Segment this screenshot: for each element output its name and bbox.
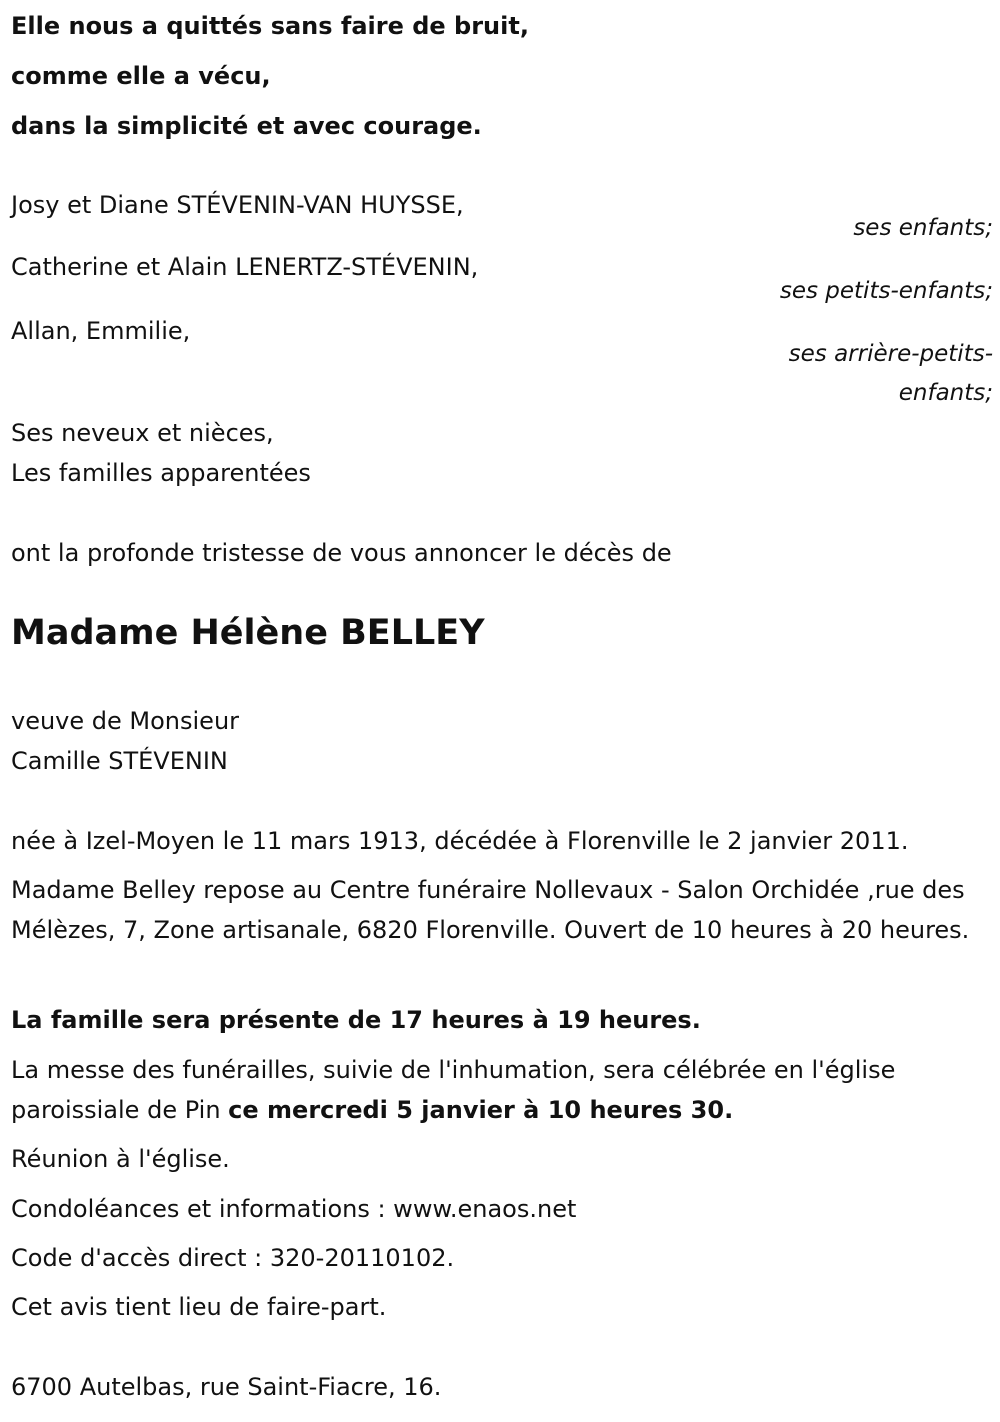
great-grandchildren-names: Allan, Emmilie, [11,317,191,345]
great-grandchildren-role-1: ses arrière-petits- [788,341,993,367]
widow-line-2: Camille STÉVENIN [11,747,228,775]
related-families: Les familles apparentées [11,459,311,487]
widow-line-1: veuve de Monsieur [11,707,240,735]
epitaph-line-3: dans la simplicité et avec courage. [11,112,482,140]
grandchildren-role: ses petits-enfants; [779,278,993,304]
condolences-info: Condoléances et informations : www.enaos.net [11,1195,577,1223]
children-role: ses enfants; [853,215,993,241]
epitaph-line-1: Elle nous a quittés sans faire de bruit, [11,12,529,40]
grandchildren-names: Catherine et Alain LENERTZ-STÉVENIN, [11,253,479,281]
epitaph-line-2: comme elle a vécu, [11,62,271,90]
birth-death-info: née à Izel-Moyen le 11 mars 1913, décédée à Florenville le 2 janvier 2011. [11,827,909,855]
children-names: Josy et Diane STÉVENIN-VAN HUYSSE, [11,191,464,219]
funeral-mass-text: La messe des funérailles, suivie de l'inhumation, sera célébrée en l'église paroissiale de Pin [11,1056,896,1124]
nephews-nieces: Ses neveux et nièces, [11,419,274,447]
access-code-info: Code d'accès direct : 320-20110102. [11,1244,455,1272]
great-grandchildren-role-2: enfants; [898,380,993,406]
family-address: 6700 Autelbas, rue Saint-Fiacre, 16. [11,1373,442,1401]
funeral-mass-info [11,1050,991,1130]
deceased-name: Madame Hélène BELLEY [11,613,485,653]
announcement-text: ont la profonde tristesse de vous annoncer le décès de [11,539,672,567]
funeral-mass-date: ce mercredi 5 janvier à 10 heures 30. [228,1096,734,1124]
notice-text: Cet avis tient lieu de faire-part. [11,1293,387,1321]
meeting-info: Réunion à l'église. [11,1145,230,1173]
repose-info: Madame Belley repose au Centre funéraire Nollevaux - Salon Orchidée ,rue des Mélèzes, 7, Zone artisanale, 6820 Florenville. Ouvert de 10 heures à 20 heures. [11,876,970,944]
family-present-info: La famille sera présente de 17 heures à 19 heures. [11,1006,701,1034]
